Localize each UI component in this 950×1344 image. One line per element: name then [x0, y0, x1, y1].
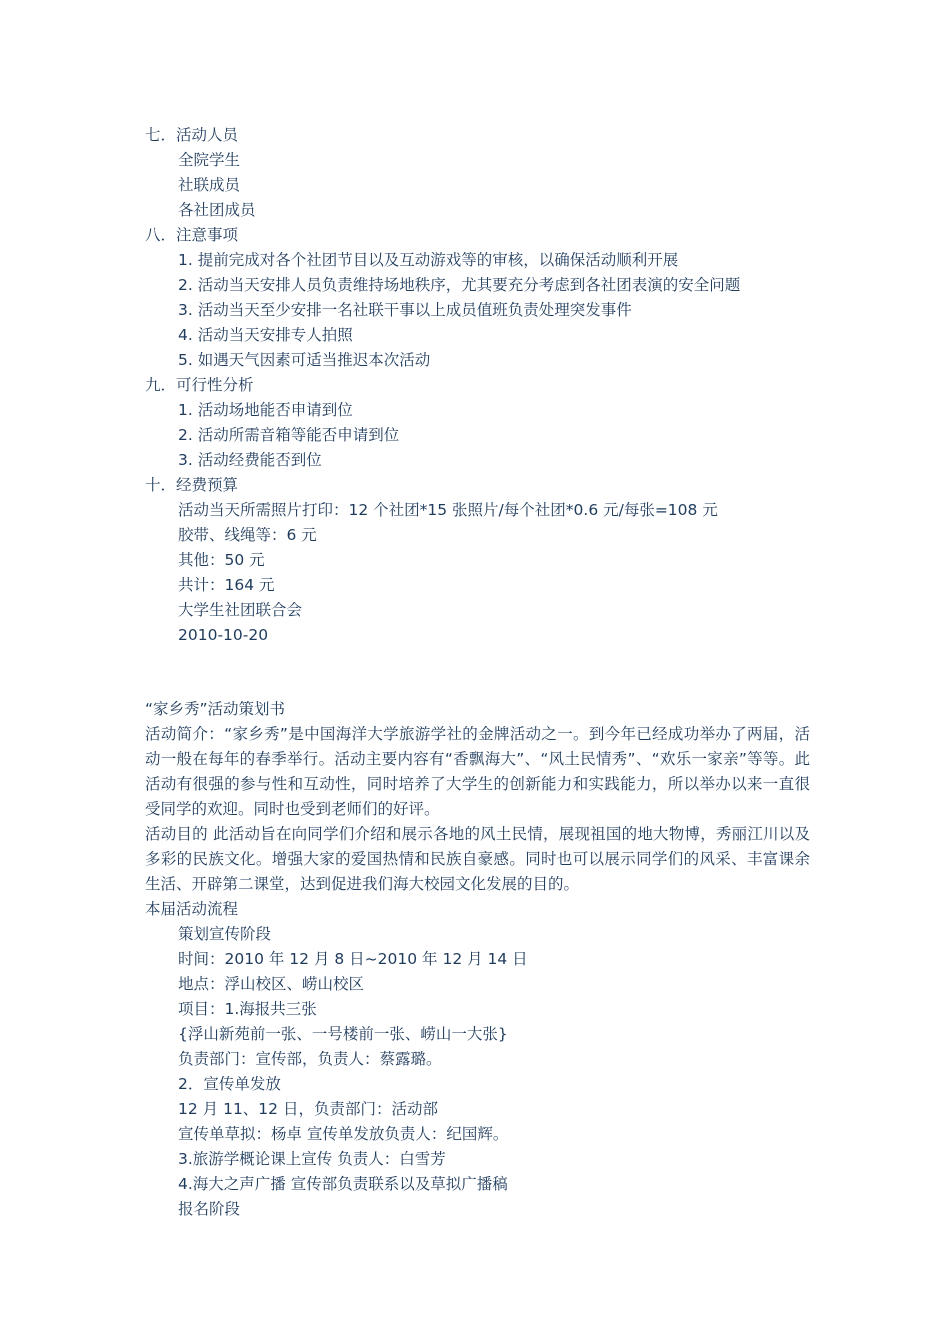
flow-item: 宣传单草拟：杨卓 宣传单发放负责人：纪国辉。 — [178, 1125, 509, 1143]
plan-intro: 活动简介：“家乡秀”是中国海洋大学旅游学社的金牌活动之一。到今年已经成功举办了两届，活动一般在每年的春季举行。活动主要内容有“香飘海大”、“风土民情秀”、“欢乐一家亲”等等。此活动有很强的参与性和互动性，同时培养了大学生的创新能力和实践能力，所以举办以来一直很受同学的欢迎。同时也受到老师们的好评。 — [145, 725, 810, 818]
flow-item: 地点：浮山校区、崂山校区 — [178, 975, 365, 993]
section-8-item: 2. 活动当天安排人员负责维持场地秩序，尤其要充分考虑到各社团表演的安全问题 — [178, 276, 741, 294]
plan-title: “家乡秀”活动策划书 — [145, 700, 286, 718]
flow-item: 4.海大之声广播 宣传部负责联系以及草拟广播稿 — [178, 1175, 508, 1193]
section-8-item: 3. 活动当天至少安排一名社联干事以上成员值班负责处理突发事件 — [178, 301, 632, 319]
budget-sections — [145, 123, 810, 648]
section-7-item: 社联成员 — [178, 176, 241, 194]
flow-item: 负责部门：宣传部，负责人：蔡露璐。 — [178, 1050, 442, 1068]
flow-item: 项目：1.海报共三张 — [178, 1000, 317, 1018]
section-10-item: 大学生社团联合会 — [178, 601, 303, 619]
flow-heading: 本届活动流程 — [145, 900, 239, 918]
section-7-item: 各社团成员 — [178, 201, 256, 219]
flow-item: 12 月 11、12 日，负责部门：活动部 — [178, 1100, 438, 1118]
plan-purpose: 活动目的 此活动旨在向同学们介绍和展示各地的风土民情，展现祖国的地大物博，秀丽江川以及多彩的民族文化。增强大家的爱国热情和民族自豪感。同时也可以展示同学们的风采、丰富课余生活、开辟第二课堂，达到促进我们海大校园文化发展的目的。 — [145, 825, 810, 893]
section-7-item: 全院学生 — [178, 151, 241, 169]
section-8-item: 4. 活动当天安排专人拍照 — [178, 326, 353, 344]
flow-item: {浮山新苑前一张、一号楼前一张、崂山一大张} — [178, 1025, 508, 1043]
section-8-heading: 八．注意事项 — [145, 226, 239, 244]
section-9-item: 3. 活动经费能否到位 — [178, 451, 322, 469]
section-10-item: 其他：50 元 — [178, 551, 265, 569]
section-10-item: 胶带、线绳等：6 元 — [178, 526, 317, 544]
section-10-item: 共计：164 元 — [178, 576, 275, 594]
section-9-item: 2. 活动所需音箱等能否申请到位 — [178, 426, 400, 444]
flow-item: 2．宣传单发放 — [178, 1075, 281, 1093]
flow-item: 3.旅游学概论课上宣传 负责人：白雪芳 — [178, 1150, 446, 1168]
section-8-item: 5. 如遇天气因素可适当推迟本次活动 — [178, 351, 431, 369]
section-10-item: 活动当天所需照片打印：12 个社团*15 张照片/每个社团*0.6 元/每张=108 元 — [178, 501, 718, 519]
flow-item: 时间：2010 年 12 月 8 日~2010 年 12 月 14 日 — [178, 950, 528, 968]
section-8-item: 1. 提前完成对各个社团节目以及互动游戏等的审核，以确保活动顺利开展 — [178, 251, 679, 269]
section-7-heading: 七．活动人员 — [145, 126, 239, 144]
plan-section — [145, 697, 810, 1222]
section-9-item: 1. 活动场地能否申请到位 — [178, 401, 353, 419]
section-10-heading: 十．经费预算 — [145, 476, 239, 494]
section-10-item: 2010-10-20 — [178, 626, 269, 644]
flow-item: 策划宣传阶段 — [178, 925, 272, 943]
section-9-heading: 九．可行性分析 — [145, 376, 254, 394]
flow-item: 报名阶段 — [178, 1200, 241, 1218]
